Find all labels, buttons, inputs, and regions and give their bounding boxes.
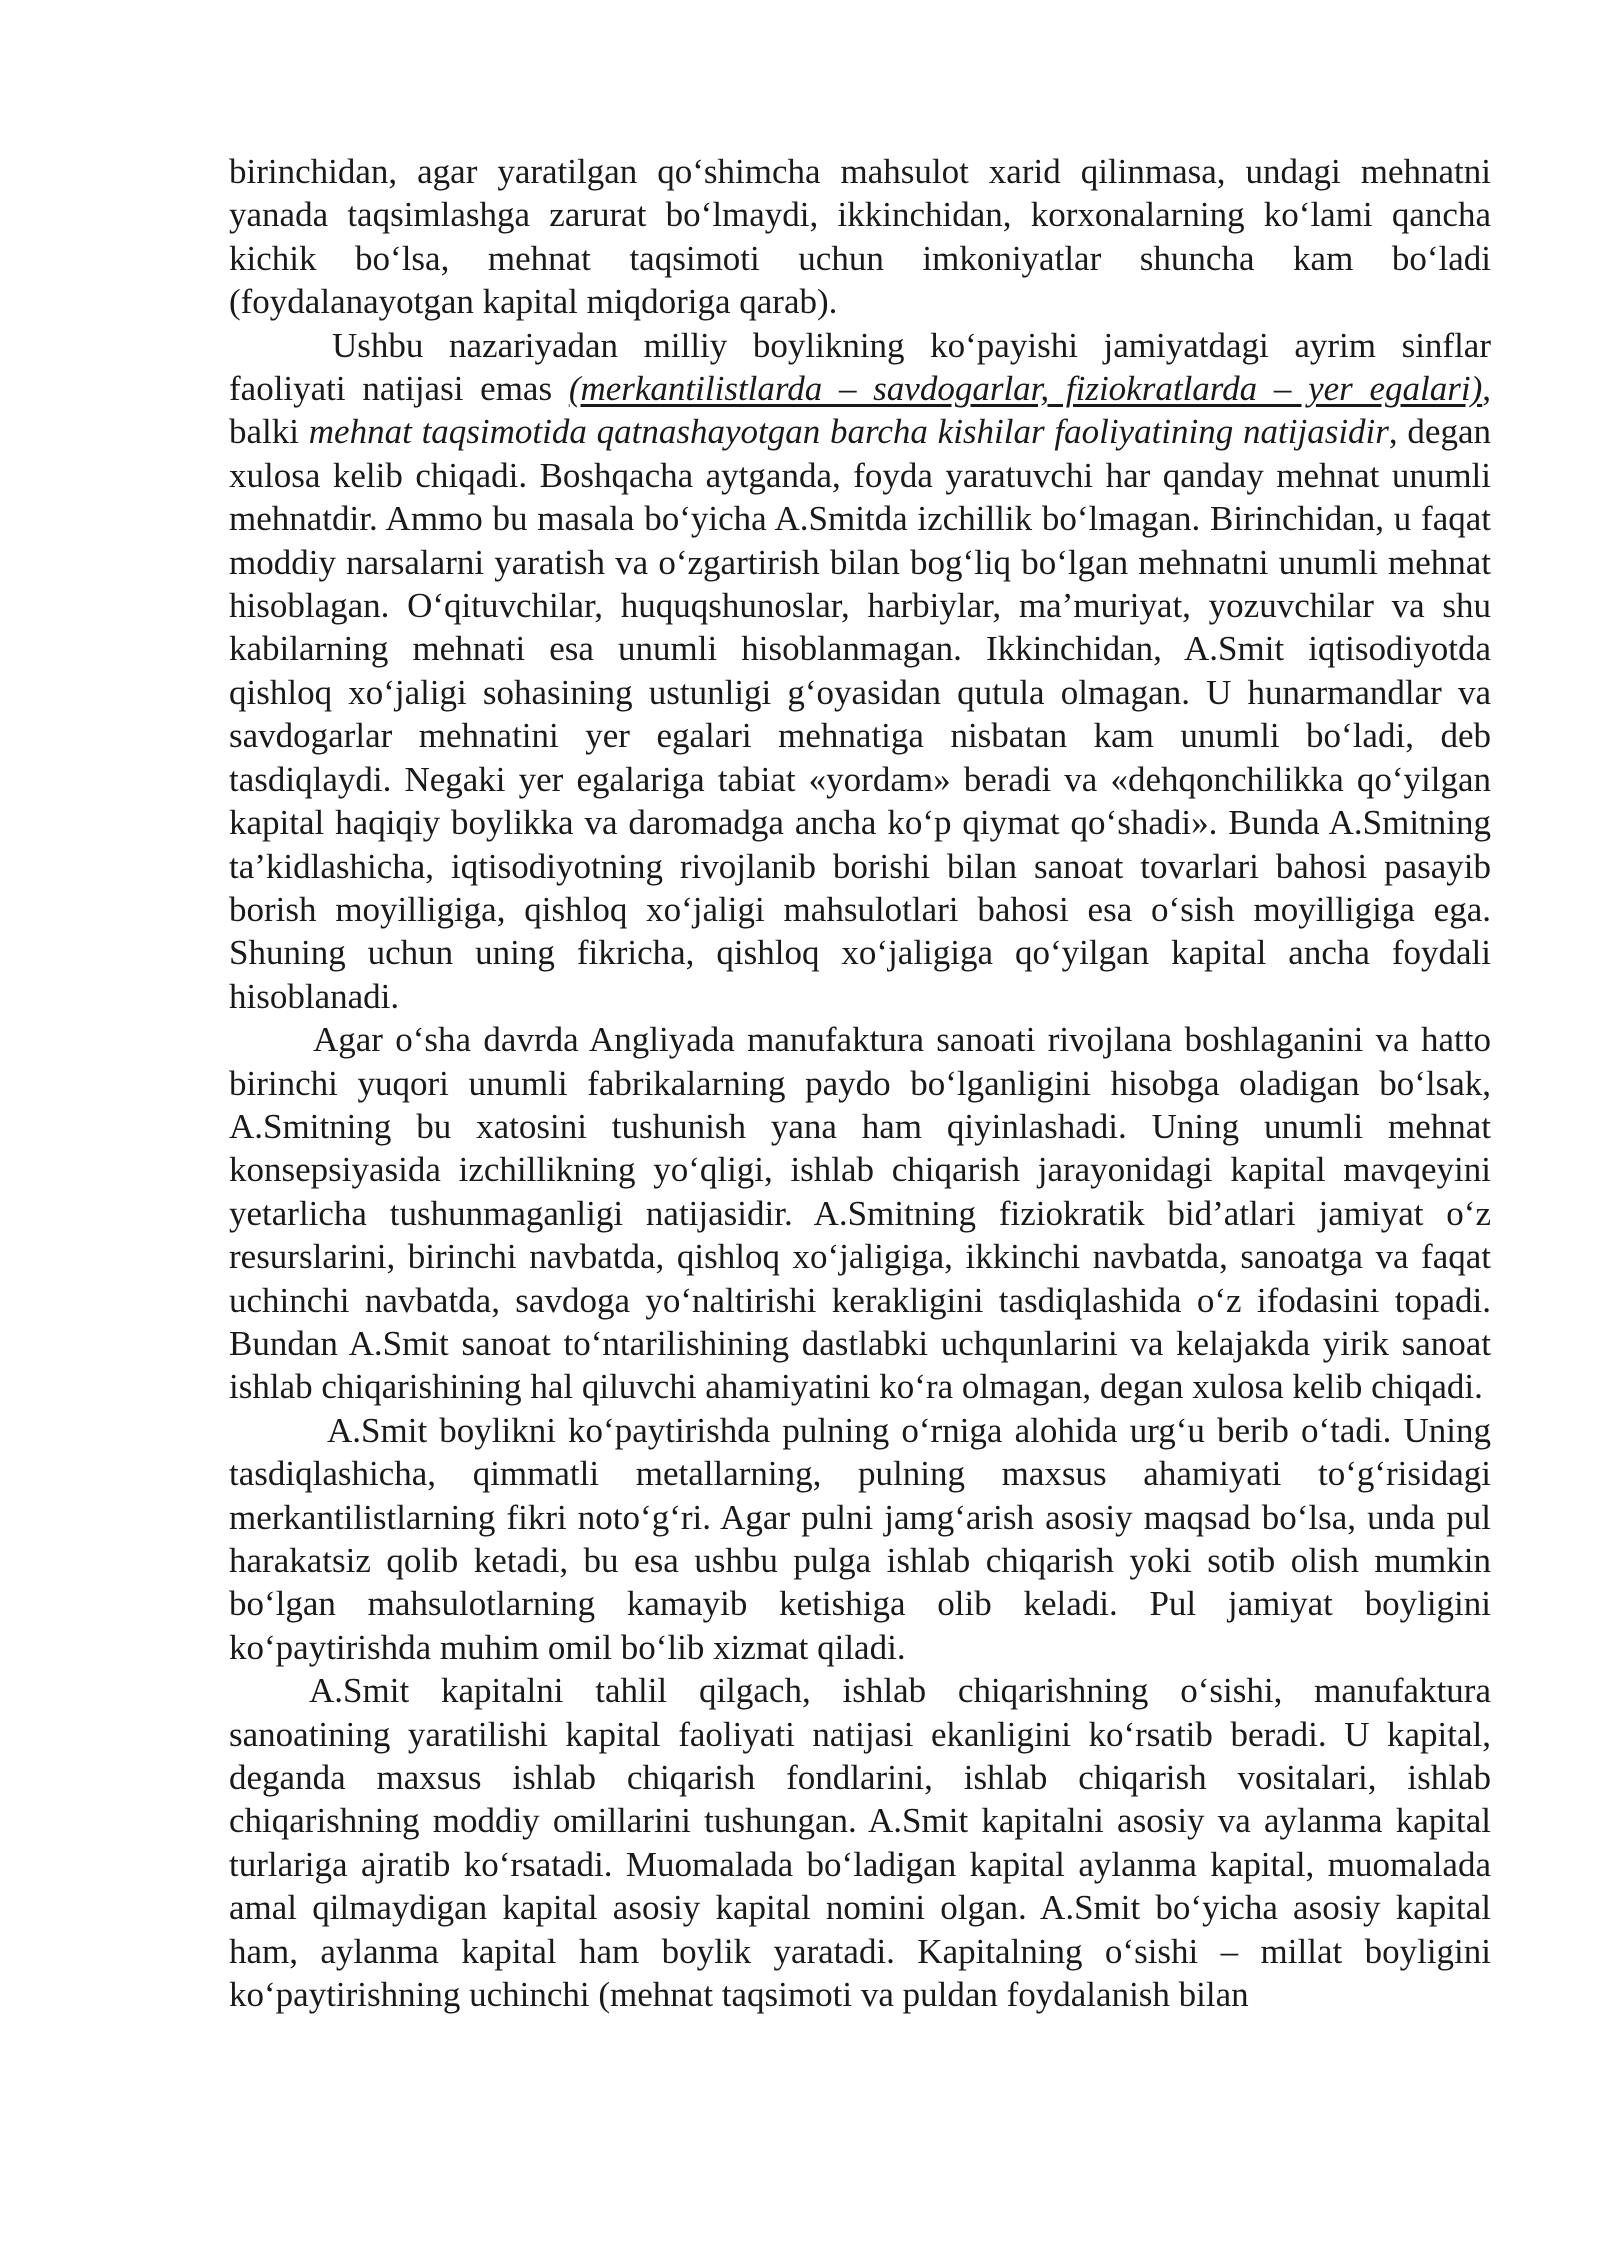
paragraph-3: Agar o‘sha davrda Angliyada manufaktura sanoati rivojlana boshlaganini va hatto birinchi yuqori unumli fabrikalarning paydo bo‘lganligini hisobga oladigan bo‘lsak, A.Smitning bu xatosini tushunish yana ham qiyinlashadi. Uning unumli mehnat konsepsiyasida izchillikning yo‘qligi, ishlab chiqarish jarayonidagi kapital mavqeyini yetarlicha tushunmaganligi natijasidir. A.Smitning fiziokratik bid’atlari jamiyat o‘z resurslarini, birinchi navbatda, qishloq xo‘jaligiga, ikkinchi navbatda, sanoatga va faqat uchinchi navbatda, savdoga yo‘naltirishi kerakligini tasdiqlashida o‘z ifodasini topadi. Bundan A.Smit sanoat to‘ntarilishining dastlabki uchqunlarini va kelajakda yirik sanoat ishlab chiqarishining hal qiluvchi ahamiyatini ko‘ra olmagan, degan xulosa kelib chiqadi.	[229, 1020, 1491, 1407]
paragraph-4: A.Smit boylikni ko‘paytirishda pulning o‘rniga alohida urg‘u berib o‘tadi. Uning tasdiqlashicha, qimmatli metallarning, pulning maxsus ahamiyati to‘g‘risidagi merkantilistlarning fikri noto‘g‘ri. Agar pulni jamg‘arish asosiy maqsad bo‘lsa, unda pul harakatsiz qolib ketadi, bu esa ushbu pulga ishlab chiqarish yoki sotib olish mumkin bo‘lgan mahsulotlarning kamayib ketishiga olib keladi. Pul jamiyat boyligini ko‘paytirishda muhim omil bo‘lib xizmat qiladi.	[229, 1410, 1491, 1667]
paragraph-1: birinchidan, agar yaratilgan qo‘shimcha mahsulot xarid qilinmasa, undagi mehnatni yanada taqsimlashga zarurat bo‘lmaydi, ikkinchidan, korxonalarning ko‘lami qancha kichik bo‘lsa, mehnat taqsimoti uchun imkoniyatlar shuncha kam bo‘ladi (foydalanayotgan kapital miqdoriga qarab).	[229, 152, 1491, 322]
underlined-italic-phrase: (merkantilistlarda – savdogarlar, fiziokratlarda – yer egalari)	[568, 369, 1483, 409]
paragraph-2-lead: Ushbu nazariyadan milliy boylikning ko‘payishi jamiyatdagi ayrim sinflar faoliyati natijasi emas	[229, 325, 1491, 409]
italic-phrase: mehnat taqsimotida qatnashayotgan barcha kishilar faoliyatining natijasidir	[308, 412, 1389, 452]
paragraph-2-tail: , degan xulosa kelib chiqadi. Boshqacha aytganda, foyda yaratuvchi har qanday mehnat unumli mehnatdir. Ammo bu masala bo‘yicha A.Smitda izchillik bo‘lmagan. Birinchidan, u faqat moddiy narsalarni yaratish va o‘zgartirish bilan bog‘liq bo‘lgan mehnatni unumli mehnat hisoblagan. O‘qituvchilar, huquqshunoslar, harbiylar, ma’muriyat, yozuvchilar va shu kabilarning mehnati esa unumli hisoblanmagan. Ikkinchidan, A.Smit iqtisodiyotda qishloq xo‘jaligi sohasining ustunligi g‘oyasidan qutula olmagan. U hunarmandlar va savdogarlar mehnatini yer egalari mehnatiga nisbatan kam unumli bo‘ladi, deb tasdiqlaydi. Negaki yer egalariga tabiat «yordam» beradi va «dehqonchilikka qo‘yilgan kapital haqiqiy boylikka va daromadga ancha ko‘p qiymat qo‘shadi». Bunda A.Smitning ta’kidlashicha, iqtisodiyotning rivojlanib borishi bilan sanoat tovarlari bahosi pasayib borish moyilligiga, qishloq xo‘jaligi mahsulotlari bahosi esa o‘sish moyilligiga ega. Shuning uchun uning fikricha, qishloq xo‘jaligiga qo‘yilgan kapital ancha foydali hisoblanadi.	[229, 412, 1492, 1016]
paragraph-2-middle: , balki	[229, 369, 1491, 452]
paragraph-5: A.Smit kapitalni tahlil qilgach, ishlab chiqarishning o‘sishi, manufaktura sanoatining yaratilishi kapital faoliyati natijasi ekanligini ko‘rsatib beradi. U kapital, deganda maxsus ishlab chiqarish fondlarini, ishlab chiqarish vositalari, ishlab chiqarishning moddiy omillarini tushungan. A.Smit kapitalni asosiy va aylanma kapital turlariga ajratib ko‘rsatadi. Muomalada bo‘ladigan kapital aylanma kapital, muomalada amal qilmaydigan kapital asosiy kapital nomini olgan. A.Smit bo‘yicha asosiy kapital ham, aylanma kapital ham boylik yaratadi. Kapitalning o‘sishi – millat boyligini ko‘paytirishning uchinchi (mehnat taqsimoti va puldan foydalanish bilan	[229, 1671, 1491, 2015]
paragraph-2	[229, 324, 1491, 1019]
document-page	[229, 150, 1491, 2016]
